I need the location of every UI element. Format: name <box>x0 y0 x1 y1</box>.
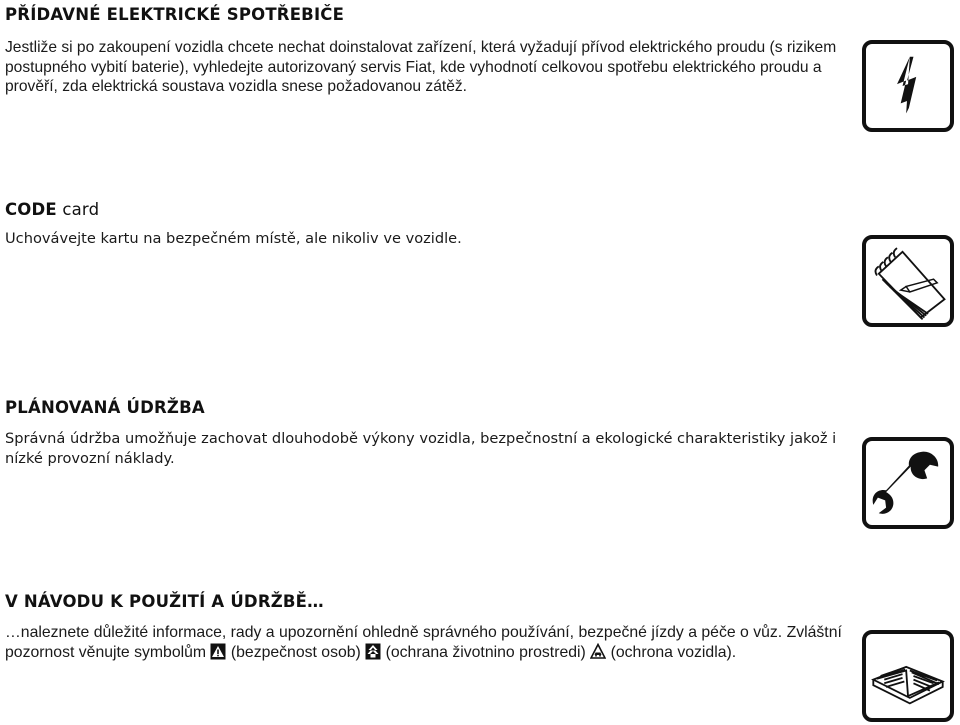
body-text-part-4: (ochrona vozidla). <box>606 644 737 661</box>
electric-bolt-icon <box>862 40 954 132</box>
personal-safety-warning-icon <box>210 643 226 660</box>
section-additional-electrical-devices <box>5 5 845 97</box>
body-text-part-2: (bezpečnost osob) <box>226 644 366 661</box>
wrench-icon <box>862 437 954 529</box>
section-in-the-manual <box>5 592 845 663</box>
section-title-light: card <box>56 200 100 219</box>
environment-protection-icon <box>365 643 381 660</box>
section-title <box>5 200 845 219</box>
section-body: Jestliže si po zakoupení vozidla chcete nechat doinstalovat zařízení, která vyžadují přívod elektrického proudu (s rizikem postupného vybití baterie), vyhledejte autorizovaný servis Fiat, kde vyhodnotí celkovou spotřebu elektrického proudu a prověří, zda elektrická soustava vozidla snese požadovanou zátěž. <box>5 39 837 95</box>
section-title: PLÁNOVANÁ ÚDRŽBA <box>5 398 205 417</box>
section-title: V NÁVODU K POUŽITÍ A ÚDRŽBĚ… <box>5 592 324 611</box>
body-text-part-3: (ochrana životnino prostredi) <box>381 644 591 661</box>
vehicle-protection-icon <box>590 643 606 660</box>
notebook-pen-icon <box>862 235 954 327</box>
body-text-part-1: …naleznete důležité informace, rady a upozornění ohledně správného používání, bezpečné jízdy a péče o vůz. Zvláštní pozornost věnujte symbolům <box>5 624 842 661</box>
section-body <box>5 623 845 663</box>
section-body: Uchovávejte kartu na bezpečném místě, ale nikoliv ve vozidle. <box>5 230 462 247</box>
section-code-card <box>5 200 845 249</box>
section-title-bold: CODE <box>5 200 57 219</box>
section-title: PŘÍDAVNÉ ELEKTRICKÉ SPOTŘEBIČE <box>5 5 345 24</box>
section-planned-maintenance <box>5 398 845 468</box>
section-body: Správná údržba umožňuje zachovat dlouhodobě výkony vozidla, bezpečnostní a ekologické charakteristiky jakož i nízké provozní náklady. <box>5 430 837 467</box>
open-book-icon <box>862 630 954 722</box>
